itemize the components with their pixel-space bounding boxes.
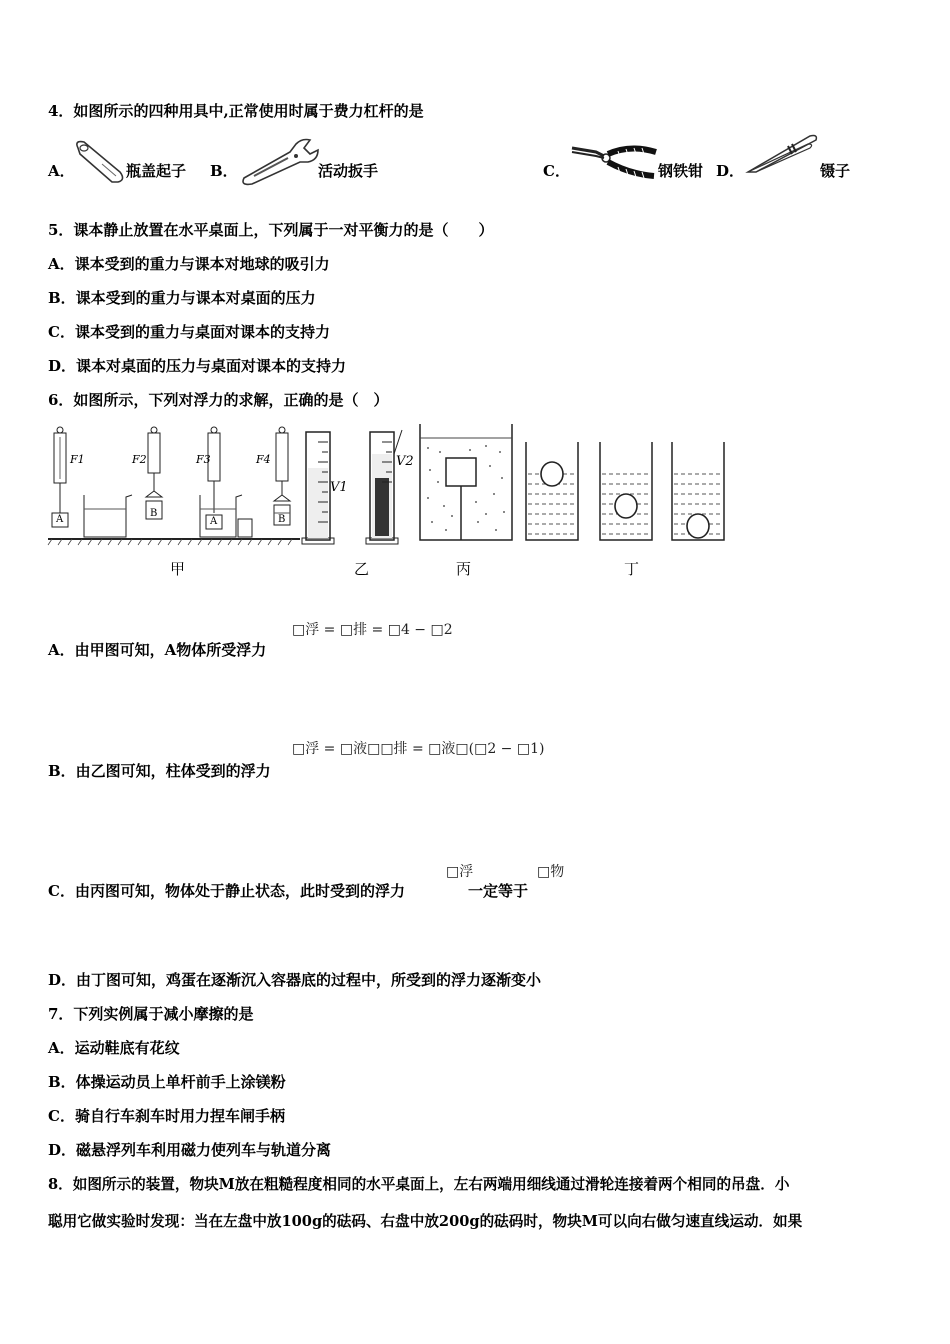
figure-label-bing: 丙 (456, 560, 472, 578)
q4-option-a-text: 瓶盖起子 (126, 162, 187, 180)
spring-label-f3: F3 (196, 453, 211, 466)
q4-stem: 4．如图所示的四种用具中,正常使用时属于费力杠杆的是 (48, 102, 424, 120)
figure-label-yi: 乙 (354, 560, 370, 578)
q7-option-d: D．磁悬浮列车利用磁力使列车与轨道分离 (48, 1141, 332, 1159)
q4-option-d-text: 镊子 (820, 162, 851, 180)
q4-option-c-text: 钢铁钳 (658, 162, 704, 180)
q8-line-1: 8．如图所示的装置，物块M放在粗糙程度相同的水平桌面上，左右两端用细线通过滑轮连接着两个相同的吊盘．小 (48, 1176, 790, 1193)
block-label-b2: B (278, 514, 286, 525)
q4-option-a-letter: A． (48, 162, 75, 180)
q5-option-a: A．课本受到的重力与课本对地球的吸引力 (48, 255, 330, 273)
q6-option-b: B．由乙图可知，柱体受到的浮力 (48, 762, 271, 780)
volume-label-v2: V2 (396, 454, 414, 469)
figure-ding (522, 440, 730, 544)
q4-option-c-letter: C． (543, 162, 570, 180)
q8-line-2: 聪用它做实验时发现：当在左盘中放100g的砝码、右盘中放200g的砝码时，物块M可以向右做匀速直线运动．如果 (48, 1213, 803, 1230)
q5-option-c: C．课本受到的重力与桌面对课本的支持力 (48, 323, 330, 341)
block-label-b1: B (150, 508, 158, 519)
q5-stem: 5．课本静止放置在水平桌面上，下列属于一对平衡力的是（ ） (48, 221, 494, 239)
figure-label-ding: 丁 (624, 560, 640, 578)
block-label-a1: A (56, 514, 64, 525)
q7-option-c: C．骑自行车刹车时用力捏车闸手柄 (48, 1107, 285, 1125)
wrench-icon (238, 138, 320, 184)
q4-option-d-letter: D． (716, 162, 745, 180)
q6-option-c-after: 一定等于 (468, 882, 529, 900)
q6-option-a-formula: □浮 = □排 = □4 − □2 (292, 622, 453, 638)
figure-bing (416, 422, 516, 544)
bottle-opener-icon (72, 138, 126, 186)
q4-option-b-text: 活动扳手 (318, 162, 379, 180)
figure-jia (48, 425, 300, 547)
figure-label-jia: 甲 (170, 560, 186, 578)
q6-stem: 6．如图所示，下列对浮力的求解，正确的是（ ） (48, 391, 389, 409)
spring-label-f1: F1 (70, 453, 85, 466)
q6-option-a: A．由甲图可知，A物体所受浮力 (48, 641, 267, 659)
block-label-a2: A (210, 516, 218, 527)
q7-stem: 7．下列实例属于减小摩擦的是 (48, 1005, 254, 1023)
pliers-icon (570, 138, 658, 184)
tweezers-icon (744, 132, 820, 176)
spring-label-f2: F2 (132, 453, 147, 466)
q7-option-b: B．体操运动员上单杆前手上涂镁粉 (48, 1073, 286, 1091)
q6-option-c: C．由丙图可知，物体处于静止状态，此时受到的浮力 (48, 882, 405, 900)
q5-option-b: B．课本受到的重力与课本对桌面的压力 (48, 289, 316, 307)
q7-option-a: A．运动鞋底有花纹 (48, 1039, 180, 1057)
figure-yi (302, 428, 406, 546)
q6-option-b-formula: □浮 = □液□□排 = □液□(□2 − □1) (292, 741, 545, 757)
q6-option-d: D．由丁图可知，鸡蛋在逐渐沉入容器底的过程中，所受到的浮力逐渐变小 (48, 971, 542, 989)
q6-option-c-formula-1: □浮 (446, 864, 474, 880)
q4-option-b-letter: B． (210, 162, 238, 180)
q6-option-c-formula-2: □物 (537, 864, 565, 880)
spring-label-f4: F4 (256, 453, 271, 466)
volume-label-v1: V1 (330, 480, 348, 495)
q5-option-d: D．课本对桌面的压力与桌面对课本的支持力 (48, 357, 347, 375)
